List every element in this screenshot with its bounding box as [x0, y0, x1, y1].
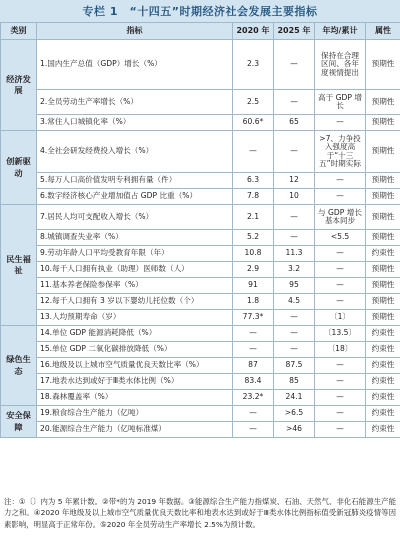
value-2025: >6.5 — [274, 406, 315, 422]
indicator-cell: 5.每万人口高价值发明专利拥有量（件） — [37, 173, 233, 189]
value-avg: — — [315, 422, 366, 438]
value-2020: 6.3 — [233, 173, 274, 189]
value-2025: 3.2 — [274, 262, 315, 278]
category-ecology: 绿色生态 — [1, 326, 37, 406]
value-2025: — — [274, 342, 315, 358]
value-2025: — — [274, 310, 315, 326]
value-avg: — — [315, 173, 366, 189]
table-row — [1, 90, 400, 115]
attribute-cell: 预期性 — [366, 262, 400, 278]
attribute-cell: 约束性 — [366, 390, 400, 406]
attribute-cell: 预期性 — [366, 173, 400, 189]
indicator-cell: 12.每千人口拥有 3 岁以下婴幼儿托位数（个） — [37, 294, 233, 310]
value-avg: <5.5 — [315, 230, 366, 246]
value-2020: 83.4 — [233, 374, 274, 390]
attribute-cell: 预期性 — [366, 230, 400, 246]
category-welfare: 民生福祉 — [1, 205, 37, 326]
indicator-cell: 8.城镇调查失业率（%） — [37, 230, 233, 246]
value-2025: 87.5 — [274, 358, 315, 374]
indicator-cell: 2.全员劳动生产率增长（%） — [37, 90, 233, 115]
indicator-cell: 11.基本养老保险参保率（%） — [37, 278, 233, 294]
attribute-cell: 预期性 — [366, 278, 400, 294]
value-2020: 10.8 — [233, 246, 274, 262]
table-row — [1, 310, 400, 326]
attribute-cell: 约束性 — [366, 406, 400, 422]
header-indicator: 指标 — [37, 23, 233, 40]
attribute-cell: 预期性 — [366, 189, 400, 205]
indicator-cell: 10.每千人口拥有执业（助理）医师数（人） — [37, 262, 233, 278]
value-2020: 7.8 — [233, 189, 274, 205]
value-2020: 2.9 — [233, 262, 274, 278]
value-avg: — — [315, 246, 366, 262]
indicator-cell: 19.粮食综合生产能力（亿吨） — [37, 406, 233, 422]
attribute-cell: 预期性 — [366, 294, 400, 310]
value-2025: — — [274, 90, 315, 115]
value-2020: — — [233, 422, 274, 438]
table-row — [1, 294, 400, 310]
attribute-cell: 预期性 — [366, 131, 400, 173]
table-row — [1, 40, 400, 90]
table-row — [1, 246, 400, 262]
indicator-cell: 13.人均预期寿命（岁） — [37, 310, 233, 326]
table-row — [1, 278, 400, 294]
header-avg-cumulative: 年均/累计 — [315, 23, 366, 40]
category-security: 安全保障 — [1, 406, 37, 438]
value-2020: 60.6* — [233, 115, 274, 131]
attribute-cell: 预期性 — [366, 90, 400, 115]
table-row — [1, 374, 400, 390]
table-row — [1, 189, 400, 205]
value-2025: 12 — [274, 173, 315, 189]
attribute-cell: 约束性 — [366, 326, 400, 342]
table-row — [1, 205, 400, 230]
value-avg: — — [315, 358, 366, 374]
indicator-cell: 7.居民人均可支配收入增长（%） — [37, 205, 233, 230]
header-category: 类别 — [1, 23, 37, 40]
value-2025: — — [274, 326, 315, 342]
table-row — [1, 390, 400, 406]
table-row — [1, 406, 400, 422]
value-2025: 95 — [274, 278, 315, 294]
value-avg: 〔1〕 — [315, 310, 366, 326]
value-avg: — — [315, 278, 366, 294]
indicator-cell: 9.劳动年龄人口平均受教育年限（年） — [37, 246, 233, 262]
value-2025: — — [274, 205, 315, 230]
value-2025: — — [274, 230, 315, 246]
value-avg: — — [315, 115, 366, 131]
attribute-cell: 约束性 — [366, 342, 400, 358]
value-2020: — — [233, 342, 274, 358]
value-2025: >46 — [274, 422, 315, 438]
indicators-table — [0, 22, 400, 438]
value-avg: — — [315, 390, 366, 406]
value-2025: — — [274, 131, 315, 173]
value-2020: 5.2 — [233, 230, 274, 246]
indicator-cell: 20.能源综合生产能力（亿吨标准煤） — [37, 422, 233, 438]
table-row — [1, 342, 400, 358]
table-title: 专栏 1 “十四五”时期经济社会发展主要指标 — [0, 0, 400, 22]
value-2020: 87 — [233, 358, 274, 374]
value-2020: 1.8 — [233, 294, 274, 310]
table-row — [1, 422, 400, 438]
value-2025: 85 — [274, 374, 315, 390]
value-2020: — — [233, 406, 274, 422]
value-2020: 2.5 — [233, 90, 274, 115]
table-row — [1, 326, 400, 342]
category-innovation: 创新驱动 — [1, 131, 37, 205]
table-footnote: 注：①〔〕内为 5 年累计数。②带*的为 2019 年数据。③能源综合生产能力指煤炭、石油、天然气、非化石能源生产能力之和。④2020 年地级及以上城市空气质量优良天数比率和地表水达到或好于Ⅲ类水体比例指标值受新冠肺炎疫情等因素影响，明显高于正常年份。⑤2020 年全员劳动生产率增长 2.5%为预计数。 — [4, 497, 396, 529]
value-avg: 〔13.5〕 — [315, 326, 366, 342]
attribute-cell: 约束性 — [366, 246, 400, 262]
attribute-cell: 预期性 — [366, 205, 400, 230]
attribute-cell: 约束性 — [366, 422, 400, 438]
attribute-cell: 预期性 — [366, 115, 400, 131]
value-avg: >7、力争投入强度高于“十三五”时期实际 — [315, 131, 366, 173]
attribute-cell: 约束性 — [366, 358, 400, 374]
table-row — [1, 131, 400, 173]
indicator-cell: 4.全社会研发经费投入增长（%） — [37, 131, 233, 173]
table-row — [1, 173, 400, 189]
table-row — [1, 262, 400, 278]
header-2025: 2025 年 — [274, 23, 315, 40]
value-2025: 24.1 — [274, 390, 315, 406]
value-avg: — — [315, 189, 366, 205]
indicator-cell: 16.地级及以上城市空气质量优良天数比率（%） — [37, 358, 233, 374]
indicator-cell: 1.国内生产总值（GDP）增长（%） — [37, 40, 233, 90]
indicator-cell: 14.单位 GDP 能源消耗降低（%） — [37, 326, 233, 342]
indicator-cell: 6.数字经济核心产业增加值占 GDP 比重（%） — [37, 189, 233, 205]
value-2020: — — [233, 326, 274, 342]
table-row — [1, 230, 400, 246]
value-avg: 与 GDP 增长基本同步 — [315, 205, 366, 230]
value-2020: 77.3* — [233, 310, 274, 326]
value-2025: 65 — [274, 115, 315, 131]
indicator-cell: 15.单位 GDP 二氧化碳排放降低（%） — [37, 342, 233, 358]
header-2020: 2020 年 — [233, 23, 274, 40]
value-2020: 23.2* — [233, 390, 274, 406]
table-row — [1, 358, 400, 374]
value-2020: — — [233, 131, 274, 173]
value-avg: 高于 GDP 增长 — [315, 90, 366, 115]
table-header-row — [1, 23, 400, 40]
value-avg: — — [315, 294, 366, 310]
value-2020: 2.1 — [233, 205, 274, 230]
value-2025: 11.3 — [274, 246, 315, 262]
value-avg: — — [315, 374, 366, 390]
attribute-cell: 预期性 — [366, 310, 400, 326]
value-avg: — — [315, 262, 366, 278]
value-2020: 2.3 — [233, 40, 274, 90]
attribute-cell: 约束性 — [366, 374, 400, 390]
indicator-cell: 18.森林覆盖率（%） — [37, 390, 233, 406]
category-economy: 经济发展 — [1, 40, 37, 131]
value-2020: 91 — [233, 278, 274, 294]
value-avg: — — [315, 406, 366, 422]
value-2025: 10 — [274, 189, 315, 205]
value-avg: 〔18〕 — [315, 342, 366, 358]
value-2025: — — [274, 40, 315, 90]
value-2025: 4.5 — [274, 294, 315, 310]
indicator-cell: 3.常住人口城镇化率（%） — [37, 115, 233, 131]
header-attribute: 属性 — [366, 23, 400, 40]
indicator-cell: 17.地表水达到或好于Ⅲ类水体比例（%） — [37, 374, 233, 390]
value-avg: 保持在合理区间、各年度视情提出 — [315, 40, 366, 90]
table-row — [1, 115, 400, 131]
attribute-cell: 预期性 — [366, 40, 400, 90]
